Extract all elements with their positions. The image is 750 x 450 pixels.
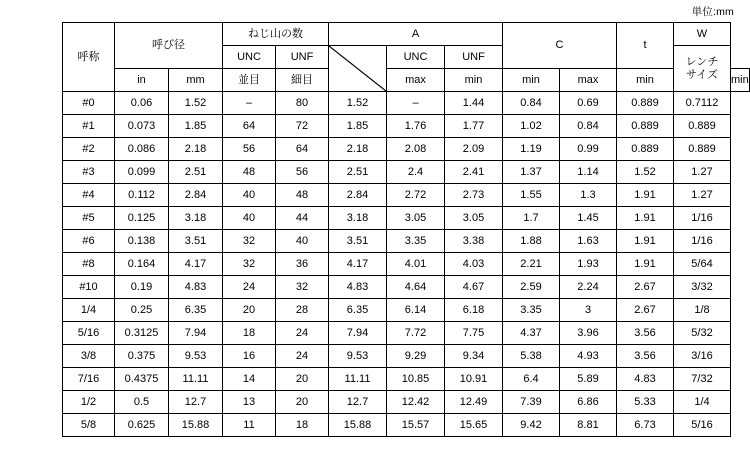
table-row <box>63 322 750 345</box>
cell-a-unf-min: 9.34 <box>445 345 503 368</box>
cell-diameter-in: 0.073 <box>115 115 169 138</box>
cell-a-unf-min: 6.18 <box>445 299 503 322</box>
cell-name: #2 <box>63 138 115 161</box>
cell-diameter-mm: 4.83 <box>169 276 223 299</box>
cell-a-unf-min: 3.38 <box>445 230 503 253</box>
cell-w: 5/16 <box>674 414 731 437</box>
table-row <box>63 92 750 115</box>
cell-a-unc-min: 4.64 <box>387 276 445 299</box>
cell-c-max: 7.39 <box>503 391 560 414</box>
cell-w: 0.889 <box>674 138 731 161</box>
cell-t-min: 5.33 <box>617 391 674 414</box>
table-row <box>63 138 750 161</box>
cell-c-min: 0.84 <box>560 115 617 138</box>
table-row <box>63 368 750 391</box>
cell-threads-unf: 18 <box>276 414 329 437</box>
cell-threads-unc: 64 <box>223 115 276 138</box>
cell-w: 5/32 <box>674 322 731 345</box>
cell-a-unc-min: 15.57 <box>387 414 445 437</box>
cell-diameter-in: 0.4375 <box>115 368 169 391</box>
cell-threads-unc: 24 <box>223 276 276 299</box>
table-body <box>63 92 750 437</box>
cell-diameter-in: 0.06 <box>115 92 169 115</box>
cell-diameter-mm: 3.51 <box>169 230 223 253</box>
cell-a-unf-min: 1.44 <box>445 92 503 115</box>
header-cell-threads-unf: UNF <box>276 46 329 69</box>
cell-threads-unc: – <box>223 92 276 115</box>
cell-diameter-mm: 1.52 <box>169 92 223 115</box>
cell-c-min: 1.14 <box>560 161 617 184</box>
cell-diameter-mm: 3.18 <box>169 207 223 230</box>
cell-c-max: 1.7 <box>503 207 560 230</box>
cell-w: 3/16 <box>674 345 731 368</box>
table-row <box>63 253 750 276</box>
cell-diameter-in: 0.112 <box>115 184 169 207</box>
cell-c-min: 1.3 <box>560 184 617 207</box>
cell-a-max: 2.51 <box>329 161 387 184</box>
cell-threads-unf: 20 <box>276 391 329 414</box>
cell-name: 5/8 <box>63 414 115 437</box>
cell-a-unf-min: 2.41 <box>445 161 503 184</box>
cell-c-min: 1.45 <box>560 207 617 230</box>
cell-threads-unc: 40 <box>223 207 276 230</box>
cell-a-unc-min: 4.01 <box>387 253 445 276</box>
table-row <box>63 184 750 207</box>
cell-name: #3 <box>63 161 115 184</box>
unit-note: 単位:mm <box>691 6 734 18</box>
cell-diameter-in: 0.099 <box>115 161 169 184</box>
cell-w: 1/16 <box>674 230 731 253</box>
cell-c-max: 1.55 <box>503 184 560 207</box>
cell-name: #8 <box>63 253 115 276</box>
cell-diameter-mm: 7.94 <box>169 322 223 345</box>
cell-w: 1.27 <box>674 184 731 207</box>
header-cell-name: 呼称 <box>63 23 115 92</box>
w-wrench-line2: サイズ <box>685 68 719 81</box>
cell-threads-unf: 40 <box>276 230 329 253</box>
header-cell-t-group: t <box>617 23 674 69</box>
cell-name: #5 <box>63 207 115 230</box>
cell-a-unc-min: 2.08 <box>387 138 445 161</box>
cell-a-max: 3.18 <box>329 207 387 230</box>
header-cell-t-min: min <box>731 69 750 92</box>
cell-a-unc-min: 6.14 <box>387 299 445 322</box>
cell-diameter-mm: 2.51 <box>169 161 223 184</box>
cell-a-unc-min: – <box>387 92 445 115</box>
cell-t-min: 1.91 <box>617 207 674 230</box>
cell-threads-unf: 56 <box>276 161 329 184</box>
cell-name: 1/4 <box>63 299 115 322</box>
cell-a-max: 6.35 <box>329 299 387 322</box>
cell-t-min: 1.91 <box>617 253 674 276</box>
cell-w: 7/32 <box>674 368 731 391</box>
cell-a-unc-min: 10.85 <box>387 368 445 391</box>
header-cell-diameter-mm: mm <box>169 69 223 92</box>
cell-threads-unc: 56 <box>223 138 276 161</box>
cell-a-max: 11.11 <box>329 368 387 391</box>
table-row <box>63 414 750 437</box>
cell-c-max: 1.19 <box>503 138 560 161</box>
cell-name: #6 <box>63 230 115 253</box>
screw-spec-table <box>62 22 750 437</box>
header-cell-a-max: max <box>387 69 445 92</box>
cell-c-max: 9.42 <box>503 414 560 437</box>
cell-diameter-mm: 4.17 <box>169 253 223 276</box>
cell-t-min: 0.889 <box>617 92 674 115</box>
cell-c-max: 2.59 <box>503 276 560 299</box>
cell-w: 0.7112 <box>674 92 731 115</box>
header-cell-w-wrench <box>674 46 731 92</box>
cell-t-min: 2.67 <box>617 276 674 299</box>
cell-diameter-mm: 9.53 <box>169 345 223 368</box>
cell-t-min: 4.83 <box>617 368 674 391</box>
header-cell-a-diagonal <box>329 46 387 92</box>
table-row <box>63 161 750 184</box>
cell-name: 5/16 <box>63 322 115 345</box>
table-row <box>63 299 750 322</box>
cell-diameter-in: 0.25 <box>115 299 169 322</box>
cell-a-max: 15.88 <box>329 414 387 437</box>
cell-a-unc-min: 3.35 <box>387 230 445 253</box>
cell-w: 0.889 <box>674 115 731 138</box>
cell-threads-unf: 72 <box>276 115 329 138</box>
cell-diameter-mm: 2.18 <box>169 138 223 161</box>
cell-threads-unf: 24 <box>276 322 329 345</box>
cell-a-max: 1.85 <box>329 115 387 138</box>
cell-a-unf-min: 15.65 <box>445 414 503 437</box>
cell-w: 1.27 <box>674 161 731 184</box>
cell-diameter-mm: 12.7 <box>169 391 223 414</box>
cell-threads-unf: 80 <box>276 92 329 115</box>
cell-name: 3/8 <box>63 345 115 368</box>
cell-threads-unc: 14 <box>223 368 276 391</box>
header-cell-a-group: A <box>329 23 503 46</box>
cell-name: 7/16 <box>63 368 115 391</box>
cell-c-min: 2.24 <box>560 276 617 299</box>
cell-threads-unc: 32 <box>223 253 276 276</box>
cell-a-max: 3.51 <box>329 230 387 253</box>
cell-a-unf-min: 2.73 <box>445 184 503 207</box>
cell-diameter-mm: 6.35 <box>169 299 223 322</box>
cell-c-max: 1.88 <box>503 230 560 253</box>
header-cell-threads-unc-jp: 並目 <box>223 69 276 92</box>
cell-a-unc-min: 1.76 <box>387 115 445 138</box>
cell-a-unc-min: 9.29 <box>387 345 445 368</box>
cell-t-min: 6.73 <box>617 414 674 437</box>
cell-threads-unc: 11 <box>223 414 276 437</box>
cell-w: 5/64 <box>674 253 731 276</box>
cell-c-min: 8.81 <box>560 414 617 437</box>
cell-name: #4 <box>63 184 115 207</box>
table-row <box>63 115 750 138</box>
cell-name: #10 <box>63 276 115 299</box>
cell-a-unc-min: 12.42 <box>387 391 445 414</box>
header-cell-diameter-group: 呼び径 <box>115 23 223 69</box>
cell-diameter-in: 0.138 <box>115 230 169 253</box>
cell-t-min: 0.889 <box>617 138 674 161</box>
cell-threads-unf: 28 <box>276 299 329 322</box>
header-row-3 <box>63 69 750 92</box>
cell-a-max: 2.18 <box>329 138 387 161</box>
cell-threads-unf: 20 <box>276 368 329 391</box>
cell-t-min: 1.91 <box>617 184 674 207</box>
cell-threads-unc: 48 <box>223 161 276 184</box>
cell-a-unf-min: 12.49 <box>445 391 503 414</box>
cell-threads-unc: 32 <box>223 230 276 253</box>
cell-diameter-in: 0.164 <box>115 253 169 276</box>
cell-a-max: 1.52 <box>329 92 387 115</box>
cell-a-max: 7.94 <box>329 322 387 345</box>
cell-a-unf-min: 1.77 <box>445 115 503 138</box>
cell-w: 1/4 <box>674 391 731 414</box>
cell-a-unf-min: 10.91 <box>445 368 503 391</box>
cell-diameter-in: 0.625 <box>115 414 169 437</box>
header-cell-threads-unc: UNC <box>223 46 276 69</box>
cell-threads-unc: 20 <box>223 299 276 322</box>
cell-name: #1 <box>63 115 115 138</box>
cell-threads-unc: 40 <box>223 184 276 207</box>
cell-c-min: 0.69 <box>560 92 617 115</box>
cell-c-max: 1.37 <box>503 161 560 184</box>
cell-c-max: 0.84 <box>503 92 560 115</box>
cell-diameter-in: 0.086 <box>115 138 169 161</box>
cell-c-max: 1.02 <box>503 115 560 138</box>
header-cell-a-unc: UNC <box>387 46 445 69</box>
cell-c-max: 5.38 <box>503 345 560 368</box>
cell-threads-unf: 24 <box>276 345 329 368</box>
cell-a-unf-min: 2.09 <box>445 138 503 161</box>
w-wrench-line1: レンチ <box>685 56 719 69</box>
header-cell-c-max: max <box>560 69 617 92</box>
header-cell-a-unc-min: min <box>445 69 503 92</box>
table-row <box>63 276 750 299</box>
cell-a-unf-min: 4.67 <box>445 276 503 299</box>
cell-c-max: 6.4 <box>503 368 560 391</box>
cell-a-max: 2.84 <box>329 184 387 207</box>
cell-c-min: 1.93 <box>560 253 617 276</box>
cell-a-unc-min: 3.05 <box>387 207 445 230</box>
cell-w: 1/8 <box>674 299 731 322</box>
cell-diameter-mm: 2.84 <box>169 184 223 207</box>
cell-a-max: 12.7 <box>329 391 387 414</box>
header-row-1 <box>63 23 750 46</box>
header-cell-c-min: min <box>617 69 674 92</box>
cell-c-min: 3.96 <box>560 322 617 345</box>
cell-c-min: 1.63 <box>560 230 617 253</box>
cell-threads-unc: 18 <box>223 322 276 345</box>
cell-t-min: 1.52 <box>617 161 674 184</box>
table-row <box>63 345 750 368</box>
header-cell-threads-unf-jp: 細目 <box>276 69 329 92</box>
cell-diameter-in: 0.125 <box>115 207 169 230</box>
cell-c-min: 6.86 <box>560 391 617 414</box>
table-row <box>63 230 750 253</box>
cell-a-max: 4.17 <box>329 253 387 276</box>
cell-a-unc-min: 2.72 <box>387 184 445 207</box>
cell-diameter-in: 0.5 <box>115 391 169 414</box>
header-cell-c-group: C <box>503 23 617 69</box>
cell-a-max: 4.83 <box>329 276 387 299</box>
cell-name: 1/2 <box>63 391 115 414</box>
cell-threads-unc: 13 <box>223 391 276 414</box>
cell-diameter-in: 0.375 <box>115 345 169 368</box>
cell-threads-unc: 16 <box>223 345 276 368</box>
cell-a-unf-min: 3.05 <box>445 207 503 230</box>
cell-t-min: 0.889 <box>617 115 674 138</box>
cell-c-max: 2.21 <box>503 253 560 276</box>
header-cell-a-unf-min: min <box>503 69 560 92</box>
header-cell-w-group: W <box>674 23 731 46</box>
cell-threads-unf: 36 <box>276 253 329 276</box>
header-cell-diameter-in: in <box>115 69 169 92</box>
cell-c-min: 4.93 <box>560 345 617 368</box>
cell-threads-unf: 32 <box>276 276 329 299</box>
cell-c-min: 0.99 <box>560 138 617 161</box>
cell-t-min: 2.67 <box>617 299 674 322</box>
cell-diameter-in: 0.3125 <box>115 322 169 345</box>
cell-diameter-in: 0.19 <box>115 276 169 299</box>
cell-c-min: 5.89 <box>560 368 617 391</box>
header-cell-threads-group: ねじ山の数 <box>223 23 329 46</box>
cell-c-max: 4.37 <box>503 322 560 345</box>
cell-t-min: 3.56 <box>617 345 674 368</box>
cell-a-unf-min: 7.75 <box>445 322 503 345</box>
cell-t-min: 3.56 <box>617 322 674 345</box>
cell-threads-unf: 44 <box>276 207 329 230</box>
cell-a-unc-min: 7.72 <box>387 322 445 345</box>
cell-a-unf-min: 4.03 <box>445 253 503 276</box>
cell-name: #0 <box>63 92 115 115</box>
cell-a-unc-min: 2.4 <box>387 161 445 184</box>
cell-t-min: 1.91 <box>617 230 674 253</box>
cell-c-min: 3 <box>560 299 617 322</box>
cell-threads-unf: 48 <box>276 184 329 207</box>
table-row <box>63 391 750 414</box>
cell-w: 1/16 <box>674 207 731 230</box>
cell-w: 3/32 <box>674 276 731 299</box>
cell-diameter-mm: 11.11 <box>169 368 223 391</box>
cell-diameter-mm: 1.85 <box>169 115 223 138</box>
cell-c-max: 3.35 <box>503 299 560 322</box>
table-header <box>63 23 750 92</box>
table-row <box>63 207 750 230</box>
cell-diameter-mm: 15.88 <box>169 414 223 437</box>
cell-threads-unf: 64 <box>276 138 329 161</box>
header-cell-a-unf: UNF <box>445 46 503 69</box>
cell-a-max: 9.53 <box>329 345 387 368</box>
